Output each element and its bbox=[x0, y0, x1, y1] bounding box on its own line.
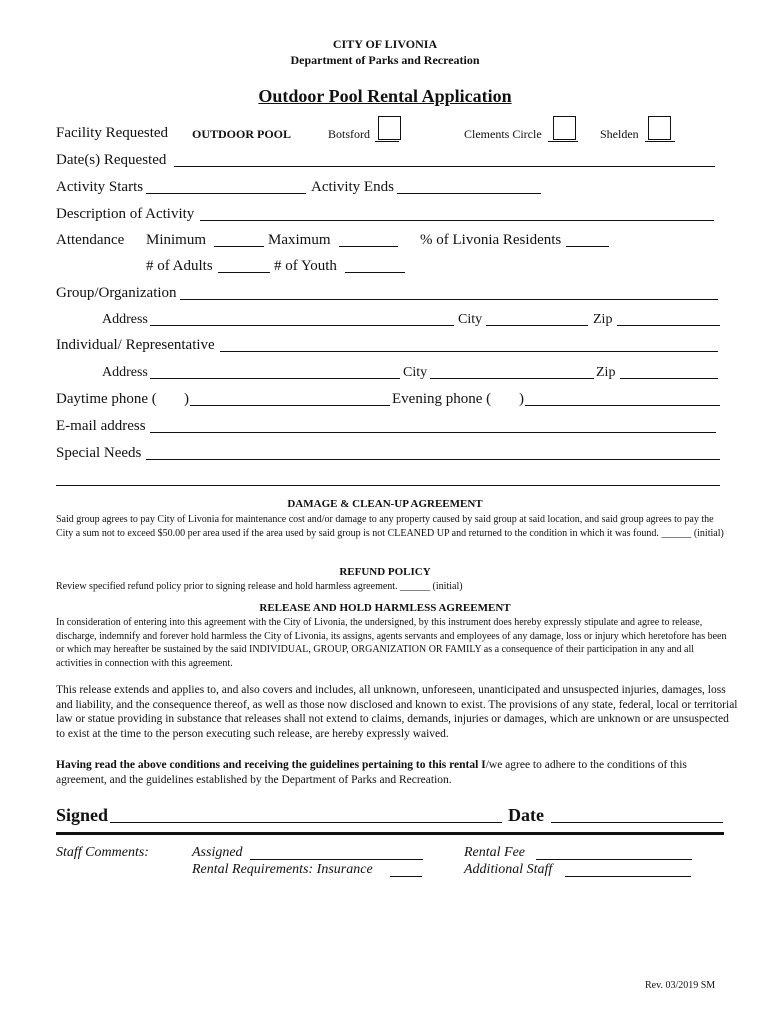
release-text-1: In consideration of entering into this agreement with the City of Livonia, the undersigned, by this instrument does hereby expressly stipulate and agree to release, discharge, indemnify and forever hold harmless the City of Livonia, its assigns, agents servants and employees of any damage, loss or injury which heretofore has been or which may hereafter be sustained by the said INDIVIDUAL, GROUP, ORGANIZATION OR FAMILY as a consequence of their participation in any and all activities in connection with this agreement. bbox=[56, 617, 727, 669]
additional-staff-input[interactable] bbox=[565, 876, 691, 877]
individual-address-input[interactable] bbox=[150, 378, 400, 379]
email-input[interactable] bbox=[150, 432, 716, 433]
dates-label: Date(s) Requested bbox=[56, 152, 167, 168]
city-name: CITY OF LIVONIA bbox=[332, 37, 438, 51]
checkbox-botsford[interactable] bbox=[378, 116, 401, 140]
signed-label: Signed bbox=[56, 805, 109, 825]
group-city-input[interactable] bbox=[486, 325, 588, 326]
individual-address-label: Address bbox=[102, 365, 148, 380]
rental-fee-input[interactable] bbox=[536, 859, 692, 860]
assigned-label: Assigned bbox=[192, 845, 243, 860]
evening-phone-label: Evening phone ( bbox=[392, 391, 492, 407]
description-label: Description of Activity bbox=[56, 206, 195, 222]
youth-label: # of Youth bbox=[274, 258, 337, 274]
dates-input[interactable] bbox=[174, 166, 715, 167]
daytime-phone-input[interactable] bbox=[190, 405, 390, 406]
page-title: Outdoor Pool Rental Application bbox=[258, 86, 512, 106]
rental-requirements-label: Rental Requirements: Insurance bbox=[192, 862, 373, 877]
individual-city-input[interactable] bbox=[430, 378, 594, 379]
activity-ends-label: Activity Ends bbox=[311, 179, 394, 195]
minimum-label: Minimum bbox=[146, 232, 207, 248]
adults-label: # of Adults bbox=[146, 258, 213, 274]
option-clements-label: Clements Circle bbox=[464, 127, 542, 141]
individual-city-label: City bbox=[403, 365, 428, 380]
rental-fee-label: Rental Fee bbox=[464, 845, 526, 860]
revision-label: Rev. 03/2019 SM bbox=[645, 980, 716, 991]
date-input[interactable] bbox=[551, 822, 723, 823]
additional-staff-label: Additional Staff bbox=[464, 862, 553, 877]
maximum-label: Maximum bbox=[268, 232, 331, 248]
group-city-label: City bbox=[458, 312, 483, 327]
release-heading: RELEASE AND HOLD HARMLESS AGREEMENT bbox=[259, 602, 511, 614]
individual-zip-label: Zip bbox=[596, 365, 616, 380]
activity-starts-label: Activity Starts bbox=[56, 179, 144, 195]
livonia-residents-label: % of Livonia Residents bbox=[420, 232, 562, 248]
activity-starts-input[interactable] bbox=[146, 193, 306, 194]
daytime-phone-label: Daytime phone ( bbox=[56, 391, 157, 407]
group-address-label: Address bbox=[102, 312, 148, 327]
group-address-input[interactable] bbox=[150, 325, 454, 326]
youth-input[interactable] bbox=[345, 272, 405, 273]
release-text-3 bbox=[56, 758, 740, 787]
description-input[interactable] bbox=[200, 220, 714, 221]
insurance-input[interactable] bbox=[390, 876, 422, 877]
release-text-3-rest: /we agree to adhere to the conditions of this agreement, and the guidelines established by the Department of Parks and Recreation. bbox=[56, 759, 687, 786]
checkbox-shelden[interactable] bbox=[648, 116, 671, 140]
special-needs-label: Special Needs bbox=[56, 445, 142, 461]
attendance-label: Attendance bbox=[56, 232, 125, 248]
refund-text: Review specified refund policy prior to signing release and hold harmless agreement. ______ (initial) bbox=[56, 581, 463, 592]
date-label: Date bbox=[508, 805, 544, 825]
adults-input[interactable] bbox=[218, 272, 270, 273]
release-text-2: This release extends and applies to, and also covers and includes, all unknown, unforeseen, unanticipated and unsuspected injuries, damages, loss and liability, and the consequence thereof, as well as those now disclosed and known to exist. The provisions of any state, federal, local or territorial law or statue providing in substance that releases shall not extend to claims, demands, injuries or damages, which are unknown or are unsuspected to exist at the time to the person executing such release, are hereby expressly waived. bbox=[56, 684, 738, 740]
assigned-input[interactable] bbox=[250, 859, 423, 860]
group-zip-label: Zip bbox=[593, 312, 613, 327]
group-input[interactable] bbox=[180, 299, 718, 300]
option-shelden-label: Shelden bbox=[600, 127, 639, 141]
signature-input[interactable] bbox=[110, 822, 502, 823]
signature-divider bbox=[56, 832, 724, 835]
evening-phone-paren: ) bbox=[519, 391, 524, 407]
release-bold-lead: Having read the above conditions and receiving the guidelines pertaining to this rental I bbox=[56, 759, 486, 771]
maximum-input[interactable] bbox=[339, 246, 398, 247]
special-needs-input-line2[interactable] bbox=[56, 485, 720, 486]
refund-heading: REFUND POLICY bbox=[339, 566, 431, 578]
group-label: Group/Organization bbox=[56, 285, 177, 301]
individual-input[interactable] bbox=[220, 351, 718, 352]
staff-comments-label: Staff Comments: bbox=[56, 845, 149, 860]
activity-ends-input[interactable] bbox=[397, 193, 541, 194]
minimum-input[interactable] bbox=[214, 246, 264, 247]
damage-heading: DAMAGE & CLEAN-UP AGREEMENT bbox=[287, 498, 483, 510]
email-label: E-mail address bbox=[56, 418, 146, 434]
special-needs-input[interactable] bbox=[146, 459, 720, 460]
option-botsford-label: Botsford bbox=[328, 127, 370, 141]
daytime-phone-paren: ) bbox=[184, 391, 189, 407]
livonia-residents-input[interactable] bbox=[566, 246, 609, 247]
group-zip-input[interactable] bbox=[617, 325, 720, 326]
department-name: Department of Parks and Recreation bbox=[290, 53, 480, 67]
damage-text: Said group agrees to pay City of Livonia for maintenance cost and/or damage to any property caused by said group at said location, and said group agrees to pay the City a sum not to exceed $50.00 per area used if the area used by said group is not CLEANED UP and returned to the condition in which it was found. ______ (initial) bbox=[56, 514, 724, 539]
checkbox-clements-circle[interactable] bbox=[553, 116, 576, 140]
facility-type: OUTDOOR POOL bbox=[192, 127, 292, 141]
individual-zip-input[interactable] bbox=[620, 378, 718, 379]
individual-label: Individual/ Representative bbox=[56, 337, 215, 353]
facility-label: Facility Requested bbox=[56, 125, 169, 141]
evening-phone-input[interactable] bbox=[525, 405, 720, 406]
